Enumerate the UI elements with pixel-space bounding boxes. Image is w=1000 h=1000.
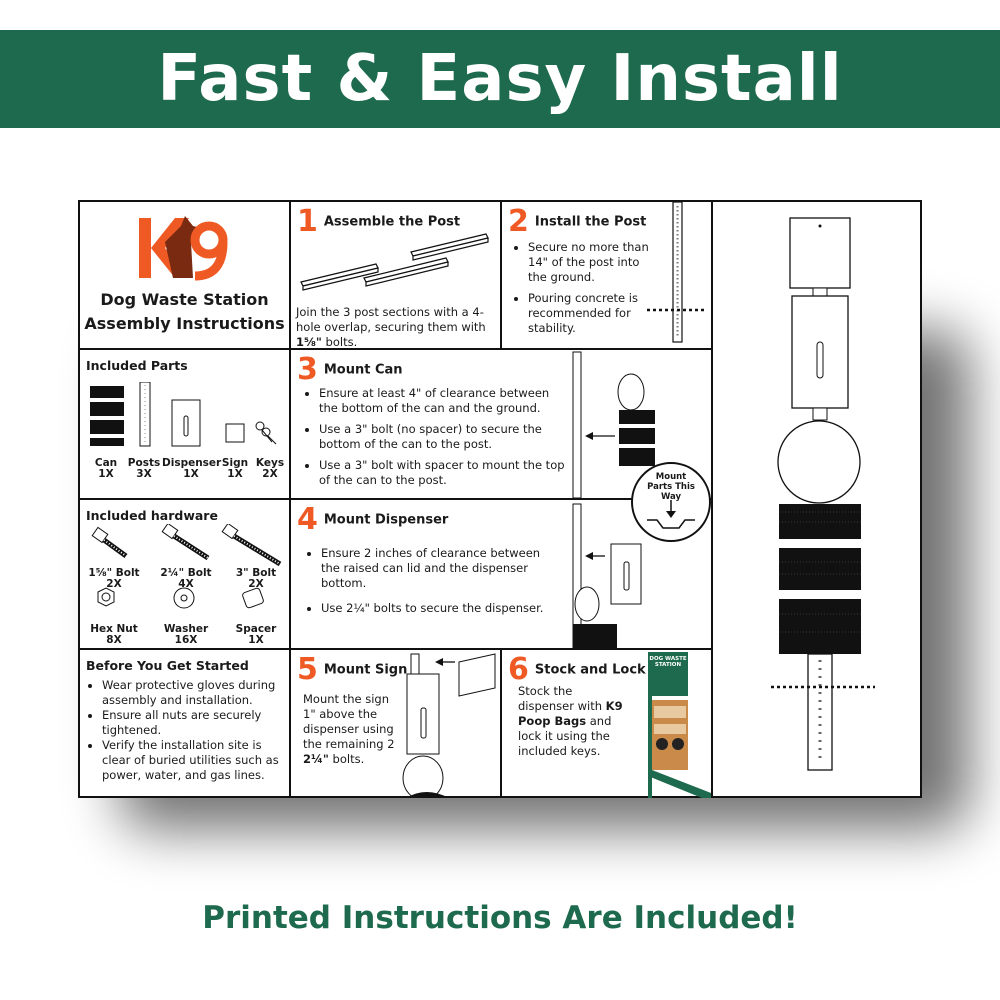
step-1-text: Join the 3 post sections with a 4-hole overlap, securing them with 1⅝" bolts. <box>296 305 486 349</box>
keys-icon <box>256 422 276 444</box>
part-sign: Sign 1X <box>221 457 249 480</box>
hw-hex-nut: Hex Nut 8X <box>90 623 138 646</box>
before-title: Before You Get Started <box>86 658 249 673</box>
bolt-short-icon <box>92 527 126 556</box>
part-keys: Keys 2X <box>255 457 285 480</box>
title-line-2: Assembly Instructions <box>84 314 285 333</box>
step-4-number: 4 <box>297 502 318 537</box>
step-5-title: Mount Sign <box>323 662 408 678</box>
stocked-station-icon <box>632 650 713 798</box>
logo-cell <box>80 202 291 350</box>
hw-bolt-1-5-8: 1⅝" Bolt 2X <box>88 567 140 590</box>
hw-spacer: Spacer 1X <box>235 623 277 646</box>
bolt-long-icon <box>222 524 280 564</box>
hw-bolt-3: 3" Bolt 2X <box>235 567 277 590</box>
washer-icon <box>174 588 194 608</box>
step-3-bullet: • Use a 3" bolt (no spacer) to secure the bottom of the can to the post. <box>319 422 565 452</box>
step-3-title: Mount Can <box>323 362 403 378</box>
post-ground-icon <box>647 202 707 350</box>
parts-icons <box>86 382 286 452</box>
assembled-station-cell <box>713 202 922 798</box>
step-6-number: 6 <box>508 652 529 687</box>
before-bullets <box>86 678 286 783</box>
step-3-bullet: • Ensure at least 4" of clearance between the bottom of the can and the ground. <box>319 386 565 416</box>
step-3-bullets <box>303 386 565 494</box>
step-6-title: Stock and Lock <box>534 662 646 678</box>
step-1-cell <box>291 202 502 350</box>
step-2-number: 2 <box>508 204 529 239</box>
step-4-bullets <box>305 546 561 622</box>
banner-title: Fast & Easy Install <box>157 42 843 116</box>
step-6-cell <box>502 650 713 798</box>
part-dispenser: Dispenser 1X <box>162 457 222 480</box>
included-parts-cell <box>80 350 291 500</box>
before-bullet: • Wear protective gloves during assembly and installation. <box>102 678 286 708</box>
step-4-bullet: • Use 2¼" bolts to secure the dispenser. <box>321 601 561 616</box>
mount-parts-badge: Mount Parts This Way <box>631 462 711 542</box>
hw-washer: Washer 16X <box>163 623 209 646</box>
dispenser-icon <box>172 400 200 446</box>
spacer-icon <box>242 587 264 608</box>
step-4-bullet: • Ensure 2 inches of clearance between the raised can lid and the dispenser bottom. <box>321 546 561 591</box>
footer-text: Printed Instructions Are Included! <box>202 900 798 936</box>
can-icon <box>90 386 124 446</box>
down-arrow-icon <box>633 500 709 540</box>
parts-title: Included Parts <box>86 358 188 373</box>
sign-icon <box>226 424 244 442</box>
step-1-number: 1 <box>297 204 318 239</box>
header-banner <box>0 30 1000 128</box>
before-bullet: • Verify the installation site is clear of buried utilities such as power, water, and gas lines. <box>102 738 286 783</box>
title-line-1: Dog Waste Station <box>100 290 269 309</box>
hardware-title: Included hardware <box>86 508 218 523</box>
step-2-cell <box>502 202 713 350</box>
part-can: Can 1X <box>94 457 118 480</box>
step-2-bullets <box>512 240 652 342</box>
hex-nut-icon <box>98 588 114 606</box>
part-posts: Posts 3X <box>127 457 161 480</box>
mount-sign-icon <box>401 650 501 798</box>
instruction-sheet <box>78 200 922 798</box>
posts-icon <box>140 382 150 446</box>
step-2-bullet: • Pouring concrete is recommended for stability. <box>528 291 652 336</box>
bolt-medium-icon <box>162 524 208 558</box>
step-5-cell <box>291 650 502 798</box>
assembled-station-icon <box>713 202 922 798</box>
step-5-number: 5 <box>297 652 318 687</box>
hw-bolt-2-1-4: 2¼" Bolt 4X <box>160 567 212 590</box>
included-hardware-cell <box>80 500 291 650</box>
post-sections-icon <box>296 232 496 292</box>
step-1-title: Assemble the Post <box>323 214 461 230</box>
step-2-title: Install the Post <box>534 214 647 230</box>
before-bullet: • Ensure all nuts are securely tightened. <box>102 708 286 738</box>
step-3-bullet: • Use a 3" bolt with spacer to mount the top of the can to the post. <box>319 458 565 488</box>
step-2-bullet: • Secure no more than 14" of the post into the ground. <box>528 240 652 285</box>
step-3-number: 3 <box>297 352 318 387</box>
before-start-cell <box>80 650 291 798</box>
k9-logo-icon <box>135 212 235 282</box>
sign-label: DOG WASTE STATION <box>649 656 687 668</box>
step-6-text: Stock the dispenser with K9 Poop Bags and lock it using the included keys. <box>518 684 623 758</box>
step-4-title: Mount Dispenser <box>323 512 449 528</box>
step-5-text: Mount the sign 1" above the dispenser using the remaining 2 2¼" bolts. <box>303 692 395 766</box>
